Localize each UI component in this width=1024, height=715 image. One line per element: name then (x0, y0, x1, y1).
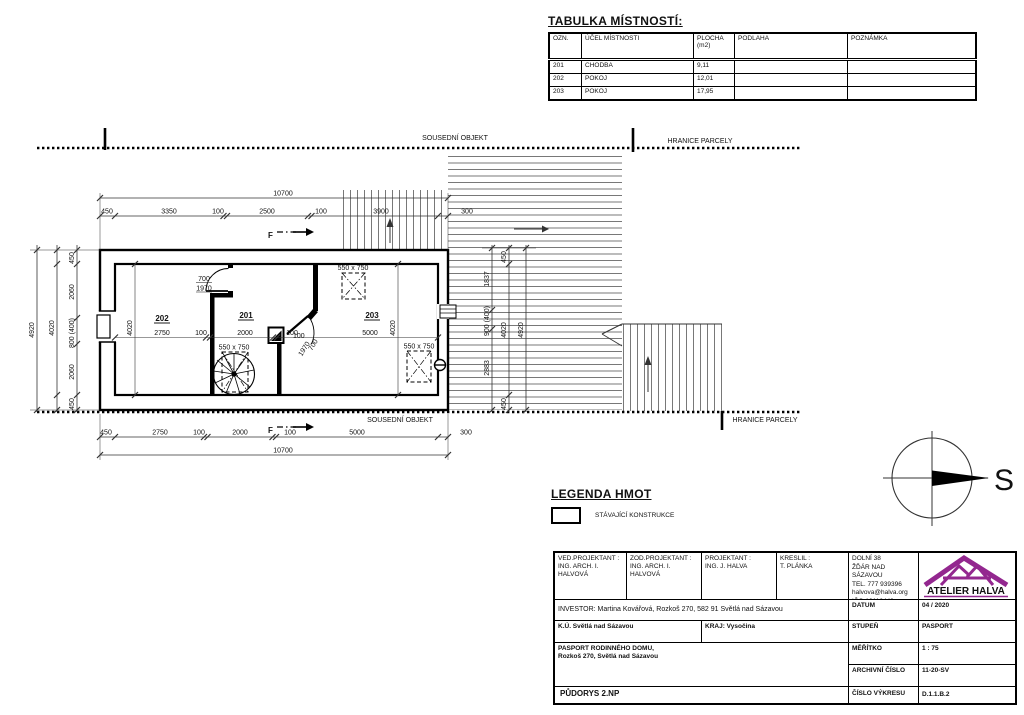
room-table-title: TABULKA MÍSTNOSTÍ: (548, 14, 683, 28)
roof-window-label: 550 x 750 (218, 344, 250, 352)
dim-label: 1970 (297, 340, 312, 358)
cell-poznamka (848, 74, 977, 87)
cell-ozn: 201 (549, 60, 582, 74)
address-line: ŽĎÁR NAD SÁZAVOU (852, 563, 886, 579)
north-label: S (994, 464, 1015, 497)
col-header-ozn: OZN. (549, 33, 582, 60)
room-table-grid (548, 32, 977, 101)
cell-meritko-label (849, 643, 919, 665)
cislo-vykresu-value: D.1.1.B.2 (922, 691, 950, 698)
cell-projektant (702, 553, 777, 600)
partition-202-201-jog (210, 293, 233, 298)
partition-202-201-lower (210, 297, 215, 395)
dim-label: 2750 (154, 330, 170, 337)
cell-project-title (555, 643, 849, 687)
atelier-halva-logo (919, 553, 1013, 598)
dim-label: 2060 (69, 364, 76, 380)
dim-label: 2883 (484, 360, 491, 376)
dim-label: 100 (193, 429, 205, 437)
kreslil-label: KRESLIL : (780, 555, 811, 562)
cell-stupen-label (849, 621, 919, 643)
cell-stupen-value (919, 621, 1015, 643)
cell-kraj (702, 621, 849, 643)
dim-label: 700 (307, 338, 320, 353)
zod-value: ING. ARCH. I. HALVOVÁ (630, 563, 671, 578)
investor-value: INVESTOR: Martina Kovářová, Rozkoš 270, 582 91 Světlá nad Sázavou (558, 606, 783, 613)
cell-cislo-value (919, 687, 1015, 703)
meritko-label: MĚŘÍTKO (852, 645, 882, 652)
cislo-vykresu-label: ČÍSLO VÝKRESU (852, 690, 906, 697)
dim-label: 1837 (484, 271, 491, 287)
cell-ozn: 202 (549, 74, 582, 87)
cell-ved-projektant (555, 553, 627, 600)
table-row (549, 87, 976, 101)
roof-window-label: 550 x 750 (403, 343, 435, 351)
cell-ucel: POKOJ (582, 87, 694, 101)
dim-label: 4020 (501, 322, 508, 338)
roof-window-label: 550 x 750 (337, 265, 369, 272)
dim-label: 900 (400) (484, 306, 491, 336)
cell-vykres (555, 687, 849, 703)
dim-label: 450 (101, 208, 113, 216)
cell-kreslil (777, 553, 849, 600)
dim-label: 2750 (152, 429, 168, 437)
dim-label: 4020 (390, 320, 397, 336)
window-left-wall (97, 311, 117, 342)
cell-plocha: 12,01 (694, 74, 735, 87)
cell-address (849, 553, 919, 600)
section-letter: F (268, 231, 273, 240)
cell-archiv-value (919, 665, 1015, 687)
cell-poznamka (848, 87, 977, 101)
dim-label: 2060 (69, 284, 76, 300)
dim-label: 450 (69, 252, 76, 264)
cell-datum-value (919, 600, 1015, 621)
neighbor-object-label-bottom: SOUSEDNÍ OBJEKT (367, 417, 433, 424)
kraj-value: KRAJ: Vysočina (705, 623, 755, 630)
col-header-plocha-1: PLOCHA (697, 35, 724, 42)
meritko-value: 1 : 75 (922, 645, 939, 652)
dim-label: 2000 (232, 429, 248, 437)
dim-label: 100 (286, 330, 298, 337)
col-header-podlaha: PODLAHA (735, 33, 848, 60)
dim-label: 4020 (49, 320, 56, 336)
archiv-value: 11-20-SV (922, 667, 950, 674)
dim-label: 100 (212, 208, 224, 216)
stupen-value: PASPORT (922, 623, 953, 630)
cell-investor (555, 600, 849, 621)
project-title-line1: PASPORT RODINNÉHO DOMU, (558, 645, 654, 652)
cell-ucel: CHODBA (582, 60, 694, 74)
archiv-label: ARCHIVNÍ ČÍSLO (852, 667, 906, 674)
dim-label: 10700 (273, 190, 293, 198)
dim-label: 5000 (349, 429, 365, 437)
dim-label: 700 (198, 276, 210, 283)
cell-cislo-label (849, 687, 919, 703)
section-mark-top (268, 228, 314, 240)
building-plan (97, 250, 456, 410)
cell-datum-label (849, 600, 919, 621)
projektant-label: PROJEKTANT : (705, 555, 751, 562)
projektant-value: ING. J. HALVA (705, 563, 748, 570)
dim-label: 100 (284, 429, 296, 437)
legend-title: LEGENDA HMOT (551, 487, 652, 501)
theta-symbol (435, 360, 446, 371)
cell-ozn: 203 (549, 87, 582, 101)
dim-label: 450 (100, 429, 112, 437)
dim-label: 450 (69, 398, 76, 410)
cell-zod-projektant (627, 553, 702, 600)
room-202-label: 202 (155, 314, 169, 323)
cell-podlaha (735, 60, 848, 74)
cell-podlaha (735, 74, 848, 87)
room-table (548, 14, 958, 101)
table-row (549, 60, 976, 74)
dim-label: 450 (501, 398, 508, 410)
dim-label: 300 (460, 429, 472, 437)
cell-meritko-value (919, 643, 1015, 665)
dim-label: 100 (195, 330, 207, 337)
legend (551, 487, 674, 524)
dim-label: 2000 (237, 330, 253, 337)
cell-ku (555, 621, 702, 643)
cell-archiv-label (849, 665, 919, 687)
cell-plocha: 9,11 (694, 60, 735, 74)
stupen-label: STUPEŇ (852, 623, 879, 630)
drawing-name: PŮDORYS 2.NP (560, 689, 620, 698)
partition-201-203-lower (277, 343, 282, 395)
col-header-plocha (694, 33, 735, 60)
project-title-line2: Rozkoš 270, Světlá nad Sázavou (558, 653, 659, 660)
compass-north-indicator (883, 431, 1014, 526)
datum-value: 04 / 2020 (922, 602, 950, 609)
zod-label: ZOD.PROJEKTANT : (630, 555, 692, 562)
dim-label: 100 (293, 333, 305, 340)
dim-label: 4920 (29, 322, 36, 338)
legend-item (551, 507, 674, 524)
dim-label: 3900 (373, 208, 389, 216)
dim-label: 800 (400) (69, 318, 76, 348)
address-line: TEL. 777 939396 (852, 580, 902, 588)
col-header-ucel: ÚČEL MÍSTNOSTI (582, 33, 694, 60)
title-block (553, 551, 1017, 705)
cell-poznamka (848, 60, 977, 74)
parcel-boundary-label-top: HRANICE PARCELY (667, 138, 733, 145)
address-line: halvova@halva.org (852, 589, 908, 596)
neighbor-object-label-top: SOUSEDNÍ OBJEKT (422, 135, 488, 142)
ved-value: ING. ARCH. I. HALVOVÁ (558, 563, 599, 578)
kreslil-value: T. PLÁNKA (780, 563, 813, 570)
dim-label: 4020 (127, 320, 134, 336)
dim-label: 100 (315, 208, 327, 216)
cell-plocha: 17,95 (694, 87, 735, 101)
ku-value: K.Ú. Světlá nad Sázavou (558, 623, 634, 630)
partition-201-203-upper (313, 264, 318, 311)
room-201-label: 201 (239, 311, 253, 320)
parcel-boundary-label-bottom: HRANICE PARCELY (732, 417, 798, 424)
cell-ucel: POKOJ (582, 74, 694, 87)
room-203-label: 203 (365, 311, 379, 320)
col-header-plocha-2: (m2) (697, 42, 711, 49)
logo-text: ATELIER HALVA (927, 586, 1005, 597)
section-letter: F (268, 426, 273, 435)
legend-swatch (551, 507, 581, 524)
dim-label: 1970 (196, 285, 212, 293)
datum-label: DATUM (852, 602, 875, 609)
dim-label: 3350 (161, 208, 177, 216)
dim-label: 10700 (273, 447, 293, 455)
north-arrow (932, 471, 989, 487)
cell-podlaha (735, 87, 848, 101)
legend-item-label: STÁVAJÍCÍ KONSTRUKCE (595, 512, 675, 519)
cell-logo (919, 553, 1015, 600)
dim-label: 450 (501, 251, 508, 263)
vent-right-wall (437, 304, 456, 319)
ved-label: VED.PROJEKTANT : (558, 555, 620, 562)
dim-label: 2500 (259, 208, 275, 216)
dim-label: 300 (461, 208, 473, 216)
dim-label: 5000 (362, 330, 378, 337)
address-line: DOLNÍ 38 (852, 555, 881, 562)
dim-label: 4920 (518, 322, 525, 338)
table-row (549, 74, 976, 87)
col-header-poznamka: POZNÁMKA (848, 33, 977, 60)
